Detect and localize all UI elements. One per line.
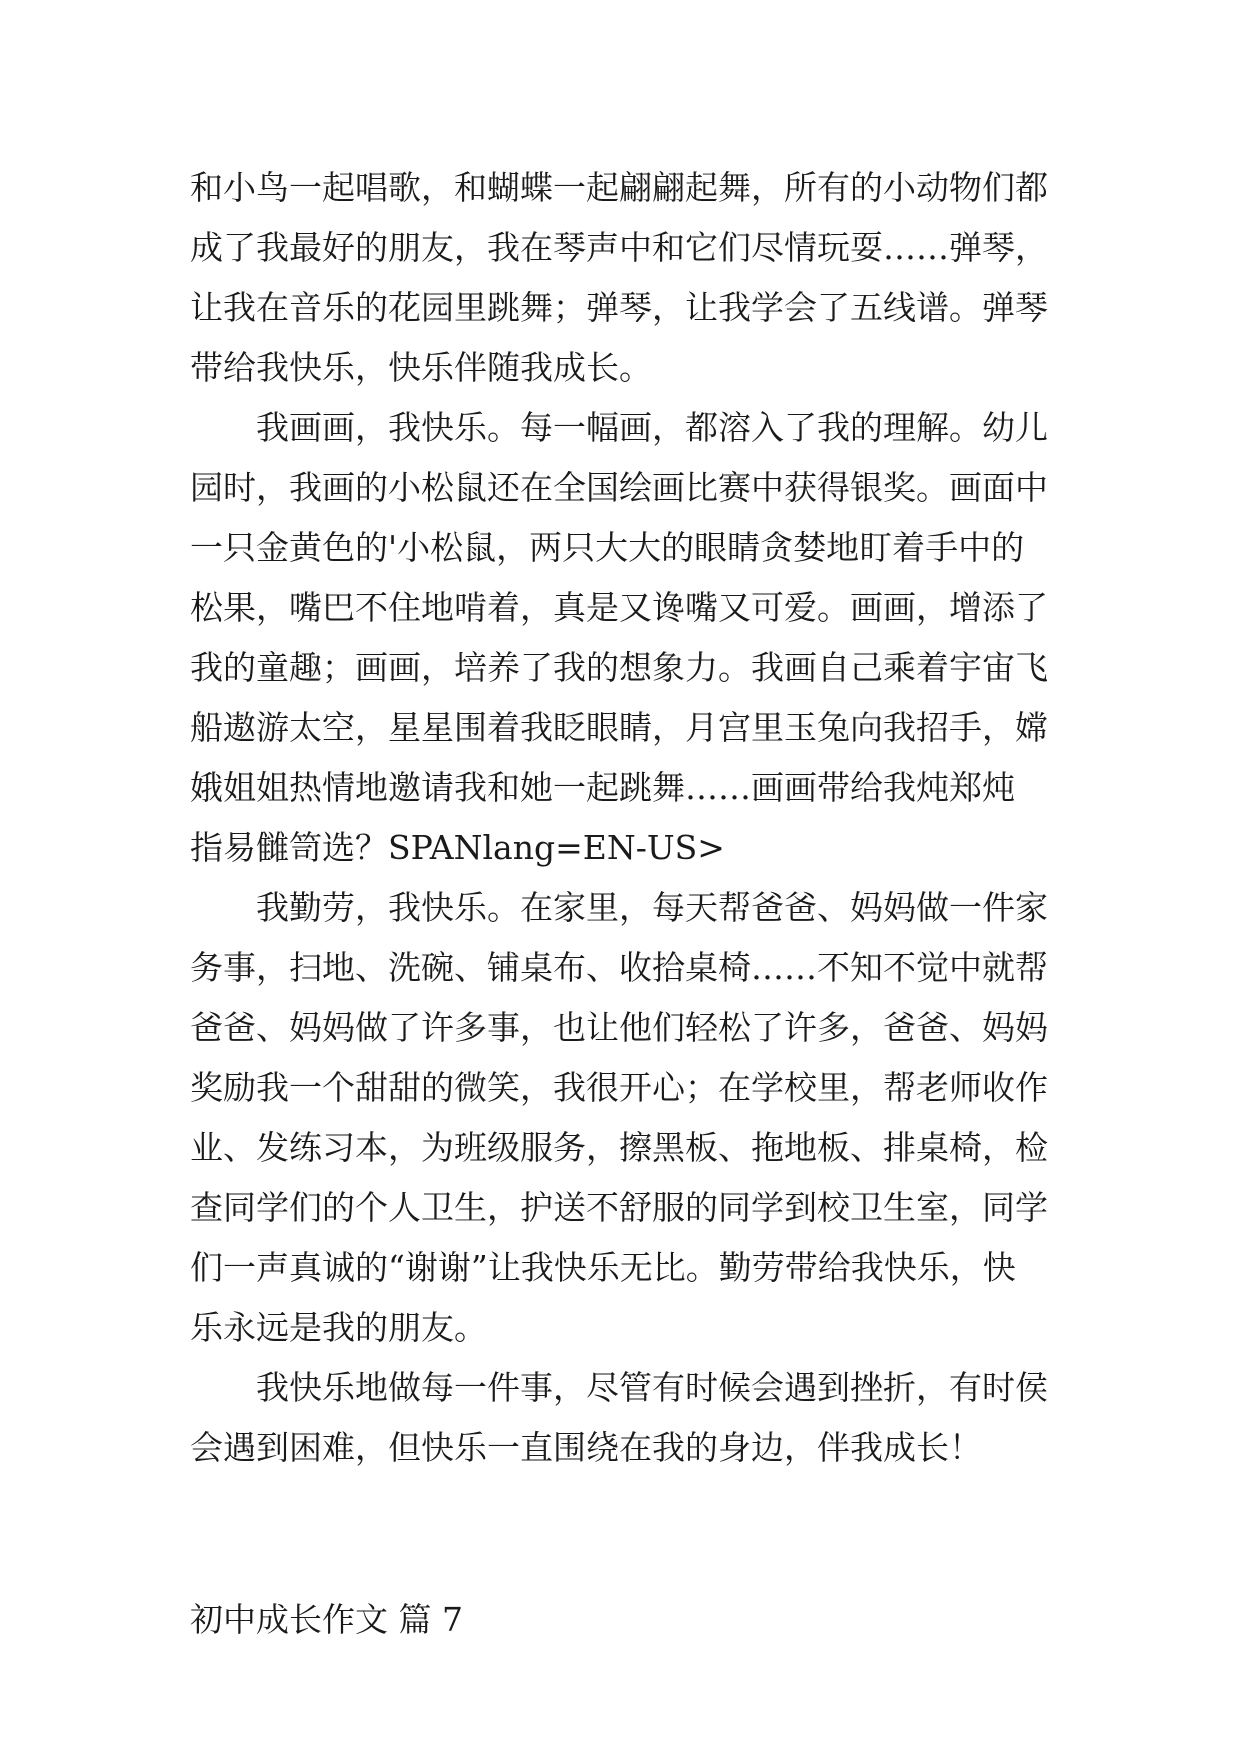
text-line: 我快乐地做每一件事，尽管有时候会遇到挫折，有时侯 bbox=[256, 1368, 1048, 1407]
text-line: 乐永远是我的朋友。 bbox=[190, 1308, 487, 1347]
text-line: 业、发练习本，为班级服务，擦黑板、拖地板、排桌椅，检 bbox=[190, 1128, 1048, 1167]
text-line: 一只金黄色的'小松鼠，两只大大的眼睛贪婪地盯着手中的 bbox=[190, 528, 1025, 567]
text-line: 查同学们的个人卫生，护送不舒服的同学到校卫生室，同学 bbox=[190, 1188, 1048, 1227]
section-heading: 初中成长作文 篇 7 bbox=[190, 1600, 463, 1639]
text-line: 成了我最好的朋友，我在琴声中和它们尽情玩耍……弹琴， bbox=[190, 228, 1048, 267]
paragraph-diligence bbox=[190, 878, 1050, 1358]
text-line: 会遇到困难，但快乐一直围绕在我的身边，伴我成长！ bbox=[190, 1428, 982, 1467]
paragraph-conclusion bbox=[190, 1358, 1050, 1478]
document-body bbox=[190, 158, 1050, 1650]
text-line: 松果，嘴巴不住地啃着，真是又谗嘴又可爱。画画，增添了 bbox=[190, 588, 1048, 627]
text-line: 园时，我画的小松鼠还在全国绘画比赛中获得银奖。画面中 bbox=[190, 468, 1048, 507]
text-line: 奖励我一个甜甜的微笑，我很开心；在学校里，帮老师收作 bbox=[190, 1068, 1048, 1107]
text-line: 我的童趣；画画，培养了我的想象力。我画自己乘着宇宙飞 bbox=[190, 648, 1048, 687]
text-line: 我画画，我快乐。每一幅画，都溶入了我的理解。幼儿 bbox=[256, 408, 1048, 447]
text-line: 我勤劳，我快乐。在家里，每天帮爸爸、妈妈做一件家 bbox=[256, 888, 1048, 927]
text-line: 娥姐姐热情地邀请我和她一起跳舞……画画带给我炖郑炖 bbox=[190, 768, 1015, 807]
text-line: 务事，扫地、洗碗、铺桌布、收拾桌椅……不知不觉中就帮 bbox=[190, 948, 1048, 987]
text-line: 让我在音乐的花园里跳舞；弹琴，让我学会了五线谱。弹琴 bbox=[190, 288, 1048, 327]
paragraph-drawing bbox=[190, 398, 1050, 878]
spacer bbox=[190, 1478, 1050, 1538]
text-line: 和小鸟一起唱歌，和蝴蝶一起翩翩起舞，所有的小动物们都 bbox=[190, 168, 1048, 207]
text-line: 指易雠笥选？SPANlang=EN-US> bbox=[190, 828, 725, 867]
text-line: 们一声真诚的“谢谢”让我快乐无比。勤劳带给我快乐，快 bbox=[190, 1248, 1016, 1287]
text-line: 带给我快乐，快乐伴随我成长。 bbox=[190, 348, 652, 387]
text-line: 船遨游太空，星星围着我眨眼睛，月宫里玉兔向我招手，嫦 bbox=[190, 708, 1048, 747]
paragraph-piano bbox=[190, 158, 1050, 398]
text-line: 爸爸、妈妈做了许多事，也让他们轻松了许多，爸爸、妈妈 bbox=[190, 1008, 1048, 1047]
